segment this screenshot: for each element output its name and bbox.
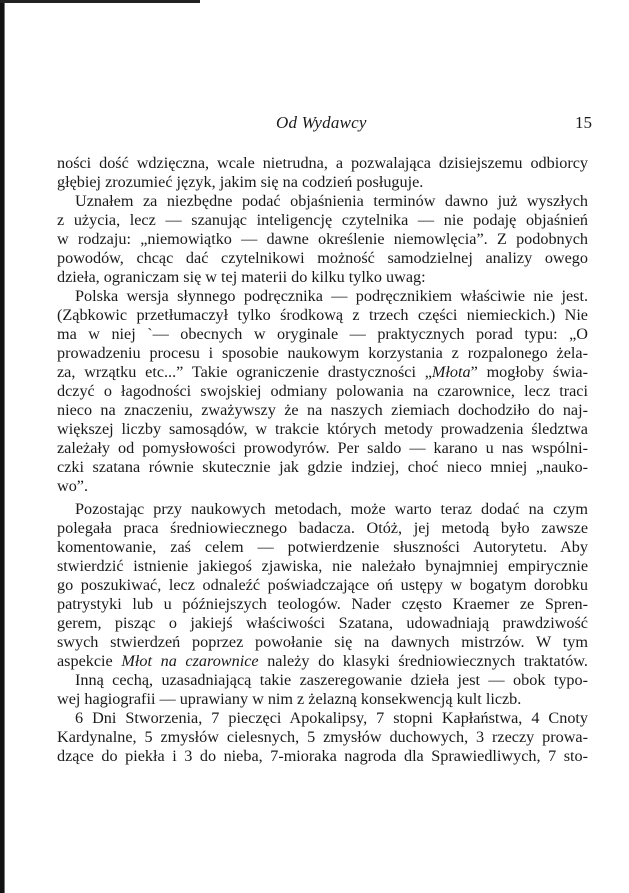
paragraph-first-line [57,671,588,690]
book-title-italic: Młot na czarownice [121,652,259,670]
text-line [57,268,588,287]
text-line [57,420,588,439]
text-line [57,401,588,420]
text-line [57,595,588,614]
text-line [57,519,588,538]
paragraph-first-line [57,709,588,728]
text-line [57,249,588,268]
paragraph-first-line [57,287,588,306]
line-text: go poszukiwać, lecz odnaleźć poświadczające oń ustępy w bogatym dorobku [57,576,588,594]
text-line [57,211,588,230]
line-text: powodów, chcąc dać czytelnikowi możność samodzielnej analizy owego [57,249,588,267]
line-text: należy do klasyki średniowiecznych traktatów. [258,652,588,670]
line-text: Uznałem za niezbędne podać objaśnienia terminów dawno już wyszłych [75,192,588,210]
line-text: 6 Dni Stworzenia, 7 pieczęci Apokalipsy, 7 stopni Kapłaństwa, 4 Cnoty [75,709,588,727]
line-text: Inną cechą, uzasadniającą takie zaszeregowanie dzieła jest — obok typo- [75,671,588,689]
line-text: głębiej zrozumieć język, jakim się na codzień posługuje. [57,173,424,191]
line-text: nieco na znaczeniu, zważywszy że na naszych ziemiach dochodziło do naj- [57,401,588,419]
line-text: dczyć o łagodności swojskiej odmiany polowania na czarownice, lecz traci [57,382,588,400]
text-line [57,325,588,344]
text-line [57,690,588,709]
line-text: ” mogłoby świa- [470,363,588,381]
text-line [57,633,588,652]
text-line [57,439,588,458]
line-text: dzieła, ograniczam się w tej materii do kilku tylko uwag: [57,268,426,286]
scan-border-left-shadow [4,3,5,893]
line-text: gerem, pisząc o jakiejś właściwości Szatana, udowadniają prawdziwość [57,614,588,632]
text-line [57,538,588,557]
text-line [57,458,588,477]
line-text: Kardynalne, 5 zmysłów cielesnych, 5 zmysłów duchowych, 3 rzeczy prowa- [57,728,588,746]
text-line [57,230,588,249]
line-text: Pozostając przy naukowych metodach, może warto teraz dodać na czym [75,500,588,518]
text-line [57,747,588,766]
line-text: (Ząbkowic przetłumaczył tylko środkową z trzech części niemieckich.) Nie [57,306,588,324]
page-number: 15 [575,113,592,132]
body-text [57,154,588,766]
text-line [57,154,588,173]
running-head [57,113,592,135]
line-text: komentowanie, zaś celem — potwierdzenie słuszności Autorytetu. Aby [57,538,588,556]
line-text: ma w niej `— obecnych w oryginale — praktycznych porad typu: „O [57,325,588,343]
line-text: za, wrzątku etc...” Takie ograniczenie drastyczności „ [57,363,432,381]
line-text: polegała praca średniowiecznego badacza. Otóż, jej metodą było zawsze [57,519,588,537]
line-text: ności dość wdzięczna, wcale nietrudna, a pozwalająca dzisiejszemu odbiorcy [57,154,588,172]
line-text: swych stwierdzeń poprzez powołanie się na dawnych mistrzów. W tym [57,633,588,651]
scan-border-top [0,0,200,3]
line-text: z użycia, lecz — szanując inteligencję czytelnika — nie podaję objaśnień [57,211,588,229]
line-text: Polska wersja słynnego podręcznika — podręcznikiem właściwie nie jest. [75,287,588,305]
text-line [57,173,588,192]
line-text: czki szatana równie skutecznie jak gdzie indziej, choć nieco mniej „nauko- [57,458,588,476]
line-text: wo”. [57,477,89,495]
paragraph-first-line [57,500,588,519]
book-title-italic: Młota [431,363,471,381]
text-line [57,652,588,671]
line-text: aspekcie [57,652,122,670]
paragraph-first-line [57,192,588,211]
text-line [57,306,588,325]
line-text: wej hagiografii — uprawiany w nim z żelazną konsekwencją kult liczb. [57,690,522,708]
text-line [57,576,588,595]
text-line [57,382,588,401]
line-text: prowadzeniu procesu i sposobie naukowym korzystania z rozpalonego żela- [57,344,588,362]
line-text: zależały od pomysłowości prowodyrów. Per saldo — karano u nas wspólni- [57,439,588,457]
text-line [57,728,588,747]
text-line [57,344,588,363]
line-text: dzące do piekła i 3 do nieba, 7-mioraka nagroda dla Sprawiedliwych, 7 sto- [57,747,588,765]
line-text: większej liczby samosądów, w trakcie których metody prowadzenia śledztwa [57,420,588,438]
text-line [57,477,588,496]
line-text: stwierdzić istnienie jakiegoś zjawiska, nie należało bynajmniej empirycznie [57,557,588,575]
text-line [57,614,588,633]
line-text: w rodzaju: „niemowiątko — dawne określenie niemowlęcia”. Z podobnych [57,230,588,248]
text-line [57,557,588,576]
line-text: patrystyki lub u późniejszych teologów. Nader często Kraemer ze Spren- [57,595,588,613]
running-title: Od Wydawcy [276,113,367,132]
text-line [57,363,588,382]
